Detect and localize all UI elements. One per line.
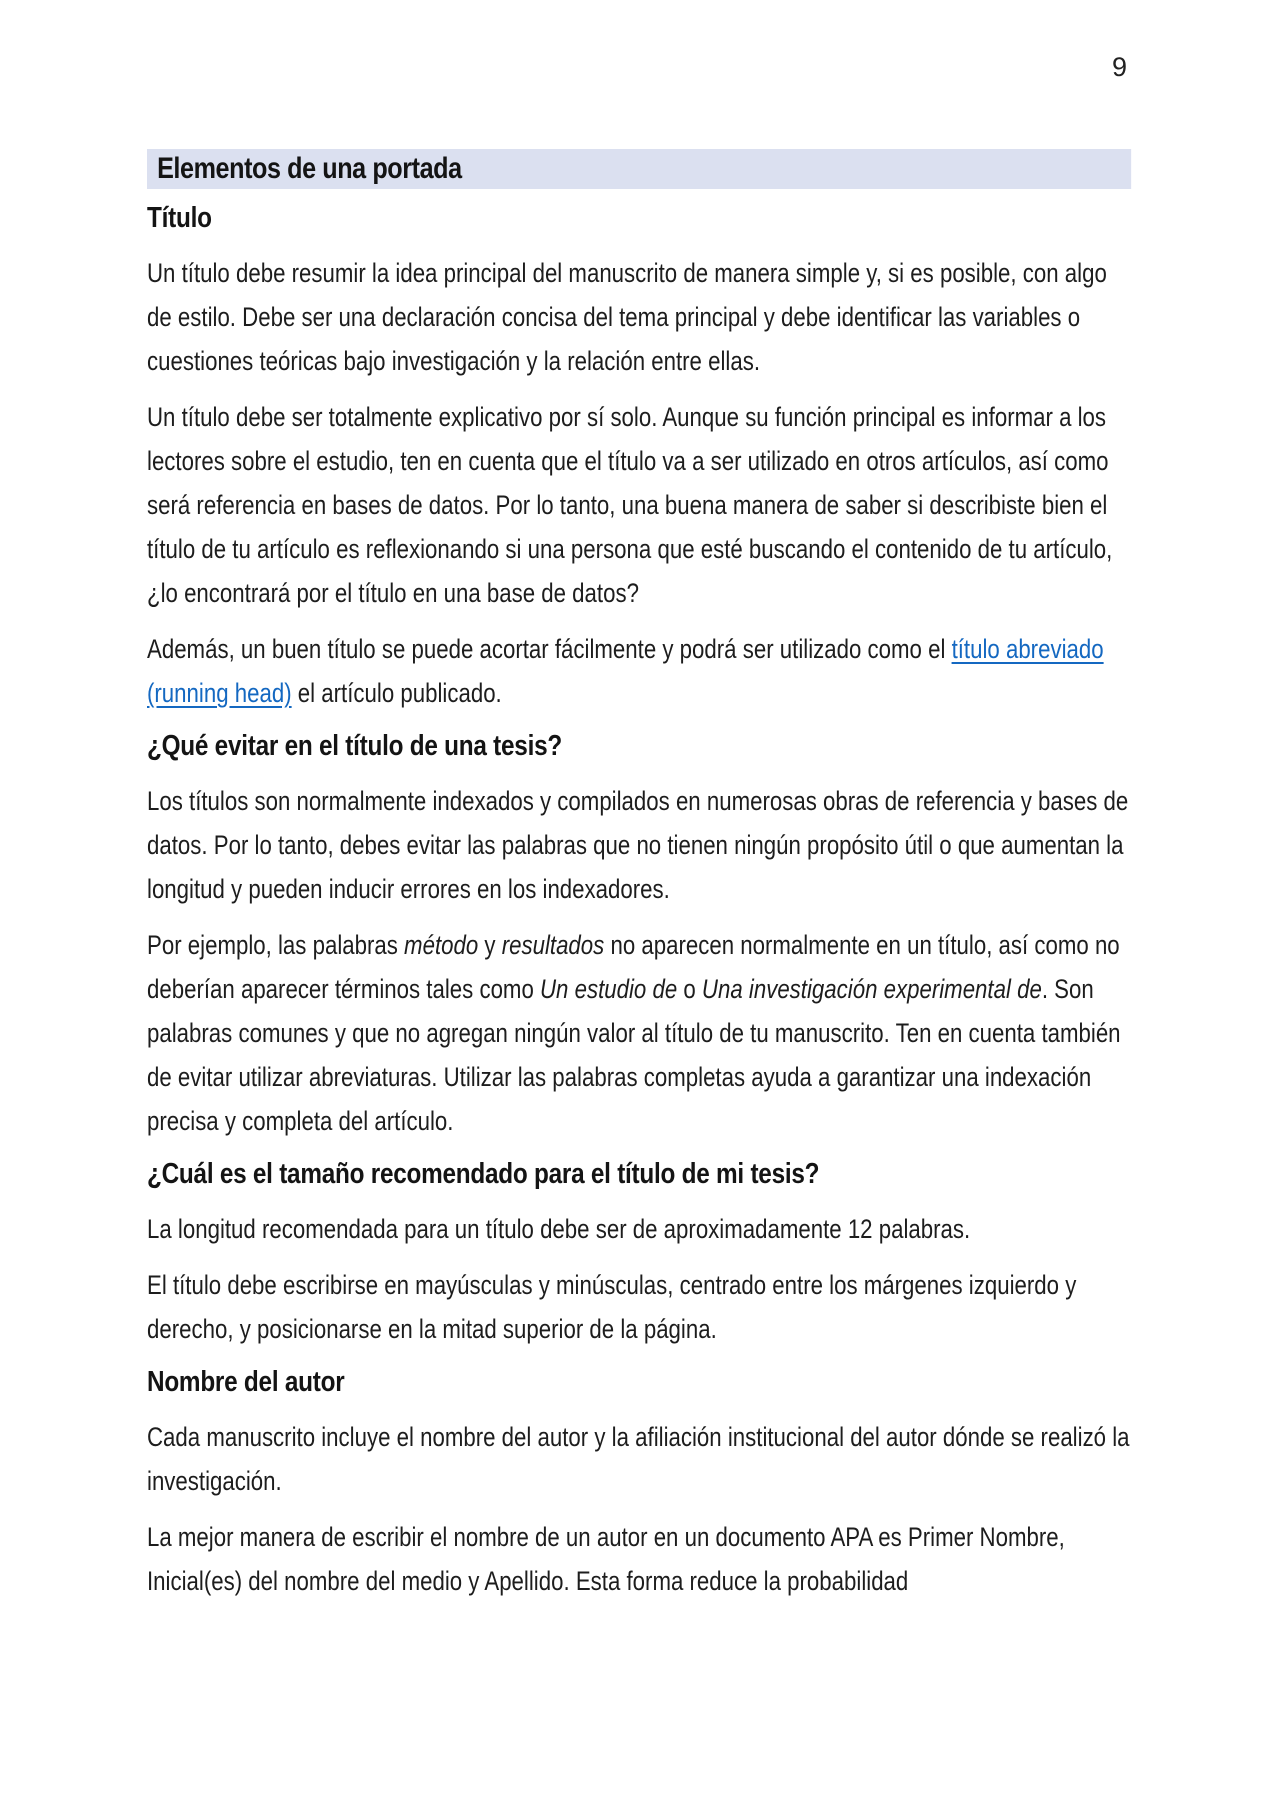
ejemplo-run-6: o xyxy=(677,974,702,1004)
section-banner xyxy=(147,149,1131,189)
paragraph-mejor-manera: La mejor manera de escribir el nombre de un autor en un documento APA es Primer Nombre, Inicial(es) del nombre del medio y Apellido. Esta forma reduce la probabilidad xyxy=(147,1522,1065,1596)
section-banner-title: Elementos de una portada xyxy=(157,152,462,185)
paragraph-resumen: Un título debe resumir la idea principal del manuscrito de manera simple y, si es posible, con algo de estilo. Debe ser una declaración concisa del tema principal y debe identificar las variables o cuestiones teóricas bajo investigación y la relación entre ellas. xyxy=(147,258,1107,376)
paragraph-longitud: La longitud recomendada para un título debe ser de aproximadamente 12 palabras. xyxy=(147,1214,971,1244)
ejemplo-italic-una-investigacion: Una investigación experimental de xyxy=(701,974,1042,1004)
paragraph-explicativo: Un título debe ser totalmente explicativo por sí solo. Aunque su función principal es informar a los lectores sobre el estudio, ten en cuenta que el título va a ser utilizado en otros artículos, así como será referencia en bases de datos. Por lo tanto, una buena manera de saber si describiste bien el título de tu artículo es reflexionando si una persona que esté buscando el contenido de tu artículo, ¿lo encontrará por el título en una base de datos? xyxy=(147,402,1113,608)
ejemplo-italic-metodo: método xyxy=(404,930,479,960)
paragraph-mayusculas: El título debe escribirse en mayúsculas y minúsculas, centrado entre los márgenes izquierdo y derecho, y posicionarse en la mitad superior de la página. xyxy=(147,1270,1077,1344)
content-column xyxy=(147,149,1131,1615)
page-number: 9 xyxy=(1111,52,1127,82)
heading-tamano: ¿Cuál es el tamaño recomendado para el título de mi tesis? xyxy=(147,1158,820,1190)
heading-evitar: ¿Qué evitar en el título de una tesis? xyxy=(147,730,562,762)
ejemplo-run-8: . Son palabras comunes y que no agregan ningún valor al título de tu manuscrito. Ten en cuenta también de evitar utilizar abreviaturas. Utilizar las palabras completas ayuda a garantizar una indexación precisa y completa del artículo. xyxy=(147,974,1121,1136)
ejemplo-run-0: Por ejemplo, las palabras xyxy=(147,930,405,960)
running-head-link[interactable]: título abreviado (running head) xyxy=(147,634,1104,708)
ejemplo-italic-resultados: resultados xyxy=(501,930,605,960)
ejemplo-run-4: no aparecen normalmente en un título, así como no deberían aparecer términos tales como xyxy=(147,930,1120,1004)
heading-autor: Nombre del autor xyxy=(147,1366,345,1398)
ejemplo-italic-un-estudio-de: Un estudio de xyxy=(540,974,678,1004)
paragraph-cada-manuscrito: Cada manuscrito incluye el nombre del autor y la afiliación institucional del autor dónde se realizó la investigación. xyxy=(147,1422,1130,1496)
paragraph-ademas-pre: Además, un buen título se puede acortar fácilmente y podrá ser utilizado como el xyxy=(147,634,952,664)
heading-titulo: Título xyxy=(147,202,212,234)
paragraph-ademas-post: el artículo publicado. xyxy=(291,678,502,708)
paragraph-ademas xyxy=(147,627,1131,715)
paragraph-ejemplo xyxy=(147,923,1131,1143)
paragraph-indexados: Los títulos son normalmente indexados y compilados en numerosas obras de referencia y bases de datos. Por lo tanto, debes evitar las palabras que no tienen ningún propósito útil o que aumentan la longitud y pueden inducir errores en los indexadores. xyxy=(147,786,1129,904)
ejemplo-run-2: y xyxy=(478,930,502,960)
